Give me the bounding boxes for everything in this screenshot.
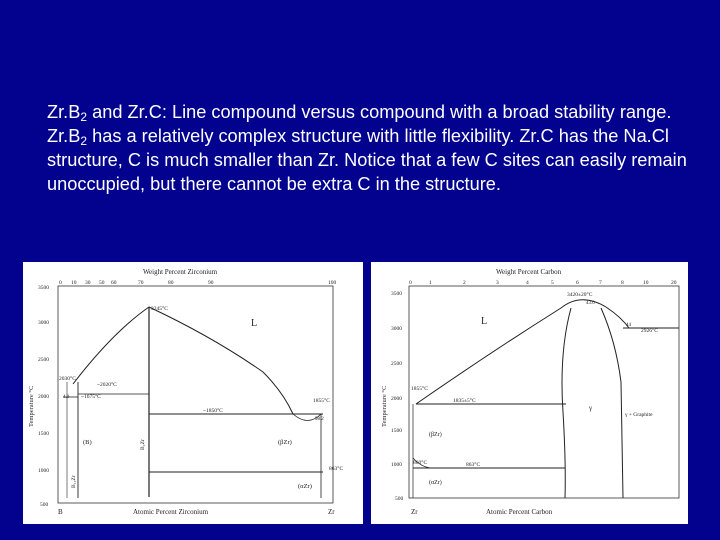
phase-azr-label: (αZr) bbox=[298, 483, 312, 490]
top-tick: 2 bbox=[463, 280, 466, 286]
liquidus-curve bbox=[416, 300, 629, 404]
phase-L-label: L bbox=[251, 318, 258, 329]
top-tick: 30 bbox=[85, 280, 91, 286]
t-2020-label: ~2020°C bbox=[97, 382, 117, 388]
top-tick: 60 bbox=[111, 280, 117, 286]
left-element-label: B bbox=[58, 508, 63, 516]
t-2030-label: 2030°C bbox=[59, 376, 76, 382]
y-tick: 3500 bbox=[391, 291, 402, 297]
top-tick: 80 bbox=[168, 280, 174, 286]
y-tick-labels bbox=[391, 291, 404, 502]
t-863-label: 863°C bbox=[466, 462, 481, 468]
comp-4-label: 4.0 bbox=[63, 395, 70, 400]
gamma-right-boundary bbox=[601, 308, 623, 498]
phase-azr-label: (αZr) bbox=[429, 480, 442, 486]
bzr-phase-diagram bbox=[23, 262, 363, 524]
y-tick: 3500 bbox=[38, 285, 49, 291]
bottom-axis-title: Atomic Percent Zirconium bbox=[133, 508, 209, 516]
t-3245-label: 3245°C bbox=[151, 306, 168, 312]
y-tick: 3000 bbox=[391, 326, 402, 332]
para-text-mid: and Zr.C: Line compound versus compound with a broad stability range. Zr.B bbox=[47, 102, 672, 146]
bottom-axis-title: Atomic Percent Carbon bbox=[486, 508, 553, 516]
plot-frame bbox=[409, 286, 679, 498]
left-element-label: Zr bbox=[411, 508, 418, 516]
y-tick: 2000 bbox=[38, 394, 49, 400]
subscript-2b: 2 bbox=[80, 134, 88, 148]
top-axis-title: Weight Percent Carbon bbox=[496, 268, 562, 276]
top-axis-title: Weight Percent Zirconium bbox=[143, 268, 218, 276]
y-axis-title: Temperature °C bbox=[381, 385, 388, 427]
y-tick: 3000 bbox=[38, 320, 49, 326]
y-tick: 2000 bbox=[391, 396, 402, 402]
phase-bzr-label: (βZr) bbox=[278, 439, 292, 446]
right-element-label: Zr bbox=[328, 508, 335, 516]
y-tick: 1500 bbox=[391, 428, 402, 434]
slide-paragraph bbox=[47, 100, 687, 196]
t-3420-label: 3420±20°C bbox=[567, 292, 593, 298]
b12zr-label: B₁₂Zr bbox=[71, 475, 77, 488]
y-tick: 500 bbox=[395, 496, 404, 502]
top-tick: 10 bbox=[643, 280, 649, 286]
gamma-left-boundary bbox=[562, 308, 571, 498]
top-tick: 1 bbox=[429, 280, 432, 286]
t-1855-label: 1855°C bbox=[313, 398, 330, 404]
t-863-label: 863°C bbox=[329, 466, 344, 472]
top-tick: 7 bbox=[599, 280, 602, 286]
t-1675-label: ~1675°C bbox=[81, 394, 101, 400]
phase-bzr-label: (βZr) bbox=[429, 432, 442, 438]
top-tick: 70 bbox=[138, 280, 144, 286]
phase-gamma-graphite-label: γ + Graphite bbox=[625, 412, 653, 418]
top-tick: 0 bbox=[59, 280, 62, 286]
top-tick: 20 bbox=[671, 280, 677, 286]
subscript-2: 2 bbox=[80, 110, 88, 124]
b2zr-label: B₂Zr bbox=[140, 439, 146, 450]
top-tick: 4 bbox=[526, 280, 529, 286]
liquidus-curve bbox=[73, 307, 293, 414]
t-1855-label: 1855°C bbox=[411, 386, 428, 392]
t-2926-label: 2926°C bbox=[641, 328, 658, 334]
top-tick: 5 bbox=[551, 280, 554, 286]
t-1835-label: 1835±5°C bbox=[453, 398, 476, 404]
comp-43-label: 43.0 bbox=[586, 301, 595, 306]
top-tick: 90 bbox=[208, 280, 214, 286]
top-tick-labels bbox=[59, 280, 337, 286]
y-tick: 1500 bbox=[38, 431, 49, 437]
phase-L-label: L bbox=[481, 316, 488, 327]
top-tick: 3 bbox=[496, 280, 499, 286]
y-tick: 2500 bbox=[391, 361, 402, 367]
top-tick: 50 bbox=[99, 280, 105, 286]
comp-98-label: 98.2 bbox=[315, 417, 324, 422]
phase-B-label: (B) bbox=[83, 439, 92, 446]
para-zrb2-text: Zr.B bbox=[47, 102, 81, 122]
y-tick: 500 bbox=[40, 502, 49, 508]
y-tick-labels bbox=[38, 285, 49, 508]
y-tick: 2500 bbox=[38, 357, 49, 363]
y-axis-title: Temperature °C bbox=[28, 385, 35, 427]
phase-gamma-label: γ bbox=[589, 404, 593, 412]
top-tick: 100 bbox=[328, 280, 337, 286]
bzr-diagram-svg bbox=[23, 262, 363, 524]
top-tick: 8 bbox=[621, 280, 624, 286]
comp-44-label: 44 bbox=[626, 323, 631, 328]
top-tick: 0 bbox=[409, 280, 412, 286]
top-tick-labels bbox=[409, 280, 677, 286]
top-tick: 6 bbox=[576, 280, 579, 286]
top-tick: 10 bbox=[71, 280, 77, 286]
zrc-phase-diagram bbox=[371, 262, 688, 524]
t-1850-label: ~1850°C bbox=[203, 408, 223, 414]
para-text-end: has a relatively complex structure with little flexibility. Zr.C has the Na.Cl structure, C is much smaller than Zr. Notice that a few C sites can easily remain unoccupied, but there cannot be extra C in the structure. bbox=[47, 126, 687, 194]
t-860-label: 860°C bbox=[413, 460, 428, 466]
y-tick: 1000 bbox=[38, 468, 49, 474]
y-tick: 1000 bbox=[391, 462, 402, 468]
zrc-diagram-svg bbox=[371, 262, 688, 524]
